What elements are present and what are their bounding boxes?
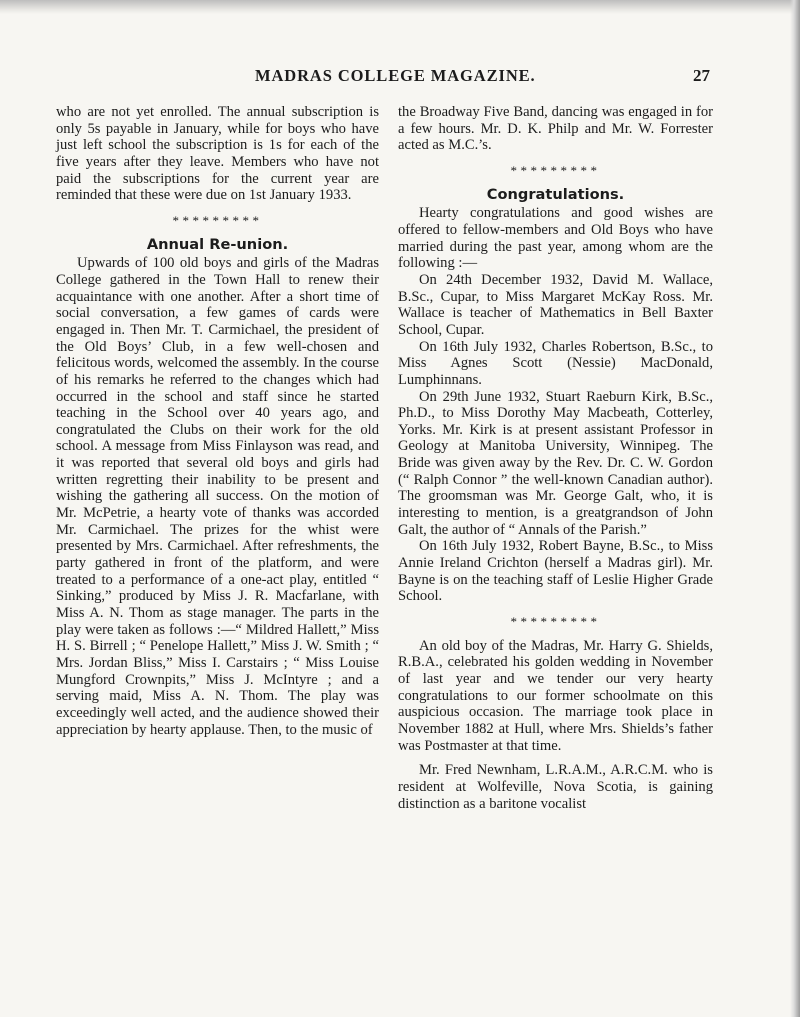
magazine-title: MADRAS COLLEGE MAGAZINE. — [255, 66, 536, 85]
marriage-kirk: On 29th June 1932, Stuart Raeburn Kirk, B.Sc., Ph.D., to Miss Dorothy May Macbeath, Cotterley, Yorks. Mr. Kirk is at present assistant Professor in Geology at Manitoba University, Winnipeg. The Bride was given away by the Rev. Dr. C. W. Gordon (“ Ralph Connor ” the well-known Canadian author). The groomsman was Mr. George Galt, who, it is interesting to mention, is a greatgrandson of John Galt, the author of “ Annals of the Parish.” — [398, 388, 713, 538]
congratulations-intro: Hearty congratulations and good wishes are offered to fellow-members and Old Boys who have married during the past year, among whom are the following :— — [398, 205, 713, 272]
paragraph-gap — [398, 754, 713, 762]
congratulations-heading: Congratulations. — [486, 185, 625, 203]
annual-reunion-heading: Annual Re-union. — [146, 235, 289, 253]
section-separator: ********* — [172, 212, 263, 228]
golden-wedding-paragraph: An old boy of the Madras, Mr. Harry G. Shields, R.B.A., celebrated his golden wedding in November of last year and we tender our very hearty congratulations to our former schoolmate on this auspicious occasion. The marriage took place in November 1882 at Hull, where Mrs. Shields’s father was Postmaster at that time. — [398, 637, 713, 754]
scan-edge-top — [0, 0, 800, 14]
subscription-paragraph: who are not yet enrolled. The annual subscription is only 5s payable in January, while for boys who have just left school the subscription is 1s for each of the five years after they leave. Members who have not paid the subscriptions for the current year are reminded that these were due on 1st January 1933. — [56, 104, 379, 204]
section-separator: ********* — [510, 614, 601, 630]
page-number: 27 — [693, 66, 710, 85]
newnham-paragraph: Mr. Fred Newnham, L.R.A.M., A.R.C.M. who is resident at Wolfeville, Nova Scotia, is gaining distinction as a baritone vocalist — [398, 762, 713, 812]
marriage-bayne: On 16th July 1932, Robert Bayne, B.Sc., to Miss Annie Ireland Crichton (herself a Madras girl). Mr. Bayne is on the teaching staff of Leslie Higher Grade School. — [398, 538, 713, 605]
right-column — [398, 104, 713, 812]
scan-edge-right — [790, 0, 800, 1017]
annual-reunion-paragraph: Upwards of 100 old boys and girls of the Madras College gathered in the Town Hall to renew their acquaintance with one another. After a short time of social conversation, a few games of cards were engaged in. Then Mr. T. Carmichael, the president of the Old Boys’ Club, in a few well-chosen and felicitous words, welcomed the assembly. In the course of his remarks he referred to the changes which had occurred in the school and staff since he started teaching in the School over 40 years ago, and congratulated the Clubs on their work for the old school. A message from Miss Finlayson was read, and it was reported that several old boys and girls had written regretting their inability to be present and wishing the gathering all success. On the motion of Mr. McPetrie, a hearty vote of thanks was accorded Mr. Carmichael. The prizes for the whist were presented by Mrs. Carmichael. After refreshments, the party gathered in front of the platform, and were treated to a performance of a one-act play, entitled “ Sinking,” produced by Miss J. R. Macfarlane, with Miss A. N. Thom as stage manager. The parts in the play were taken as follows :—“ Mildred Hallett,” Miss H. S. Birrell ; “ Penelope Hallett,” Miss J. W. Smith ; “ Mrs. Jordan Bliss,” Miss I. Carstairs ; “ Miss Louise Mungford Crownpits,” Miss J. McIntyre ; and a serving maid, Miss A. N. Thom. The play was exceedingly well acted, and the audience showed their appreciation by hearty applause. Then, to the music of — [56, 255, 379, 738]
section-separator: ********* — [510, 162, 601, 178]
dance-continuation-paragraph: the Broadway Five Band, dancing was engaged in for a few hours. Mr. D. K. Philp and Mr. W. Forrester acted as M.C.’s. — [398, 104, 713, 154]
marriage-robertson: On 16th July 1932, Charles Robertson, B.Sc., to Miss Agnes Scott (Nessie) MacDonald, Lumphinnans. — [398, 338, 713, 388]
marriage-wallace: On 24th December 1932, David M. Wallace, B.Sc., Cupar, to Miss Margaret McKay Ross. Mr. Wallace is teacher of Mathematics in Bell Baxter School, Cupar. — [398, 271, 713, 338]
page-header — [60, 66, 710, 90]
left-column — [56, 104, 379, 738]
